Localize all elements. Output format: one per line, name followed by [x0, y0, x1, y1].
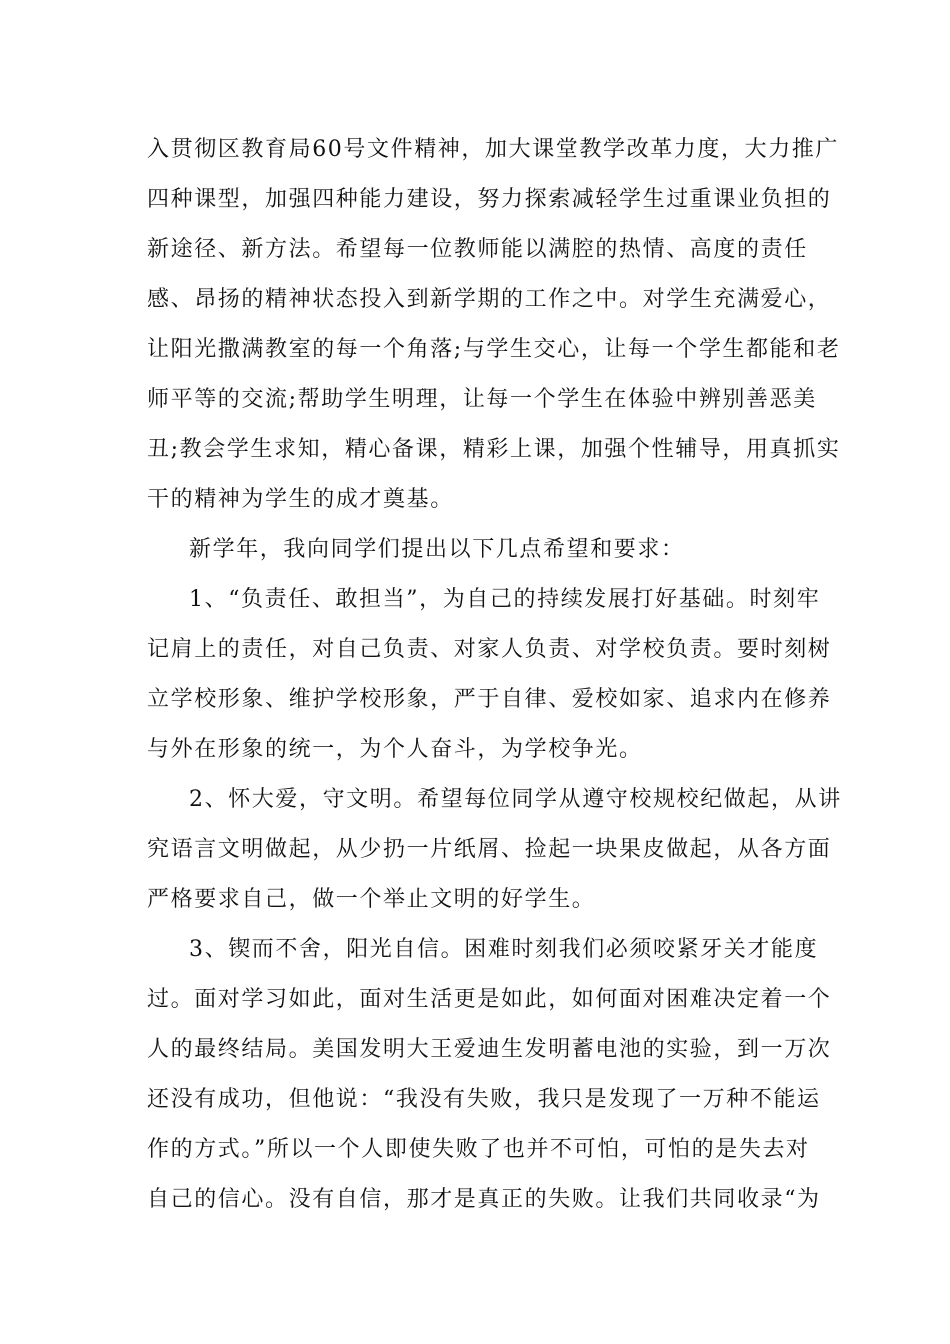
text-line: 丑;教会学生求知，精心备课，精彩上课，加强个性辅导，用真抓实	[147, 437, 841, 462]
text-line: 严格要求自己，做一个举止文明的好学生。	[147, 887, 596, 912]
text-line: 记肩上的责任，对自己负责、对家人负责、对学校负责。要时刻树	[147, 637, 832, 662]
text-line: 入贯彻区教育局60号文件精神，加大课堂教学改革力度，大力推广	[147, 137, 839, 162]
text-line: 还没有成功，但他说：“我没有失败，我只是发现了一万种不能运	[147, 1087, 821, 1112]
text-line: 让阳光撒满教室的每一个角落;与学生交心，让每一个学生都能和老	[147, 337, 841, 362]
text-line: 感、昂扬的精神状态投入到新学期的工作之中。对学生充满爱心，	[147, 287, 832, 312]
item-2-heading: 2、怀大爱，守文明。希望每位同学从遵守校规校纪做起，从讲	[189, 787, 842, 812]
item-3-heading: 3、锲而不舍，阳光自信。困难时刻我们必须咬紧牙关才能度	[189, 937, 819, 962]
text-line: 作的方式。”所以一个人即使失败了也并不可怕，可怕的是失去对	[147, 1137, 810, 1162]
text-line: 师平等的交流;帮助学生明理，让每一个学生在体验中辨别善恶美	[147, 387, 817, 412]
text-line: 干的精神为学生的成才奠基。	[147, 487, 454, 512]
text-line: 与外在形象的统一，为个人奋斗，为学校争光。	[147, 737, 643, 762]
text-line: 究语言文明做起，从少扔一片纸屑、捡起一块果皮做起，从各方面	[147, 837, 832, 862]
text-line: 立学校形象、维护学校形象，严于自律、爱校如家、追求内在修养	[147, 687, 832, 712]
text-line: 过。面对学习如此，面对生活更是如此，如何面对困难决定着一个	[147, 987, 832, 1012]
paragraph-intro: 新学年，我向同学们提出以下几点希望和要求：	[189, 537, 685, 562]
item-1-heading: 1、“负责任、敢担当”，为自己的持续发展打好基础。时刻牢	[189, 587, 821, 612]
text-line: 新途径、新方法。希望每一位教师能以满腔的热情、高度的责任	[147, 237, 808, 262]
text-line: 自己的信心。没有自信，那才是真正的失败。让我们共同收录“为	[147, 1187, 821, 1212]
text-line: 人的最终结局。美国发明大王爱迪生发明蓄电池的实验，到一万次	[147, 1037, 832, 1062]
text-line: 四种课型，加强四种能力建设，努力探索减轻学生过重课业负担的	[147, 187, 832, 212]
